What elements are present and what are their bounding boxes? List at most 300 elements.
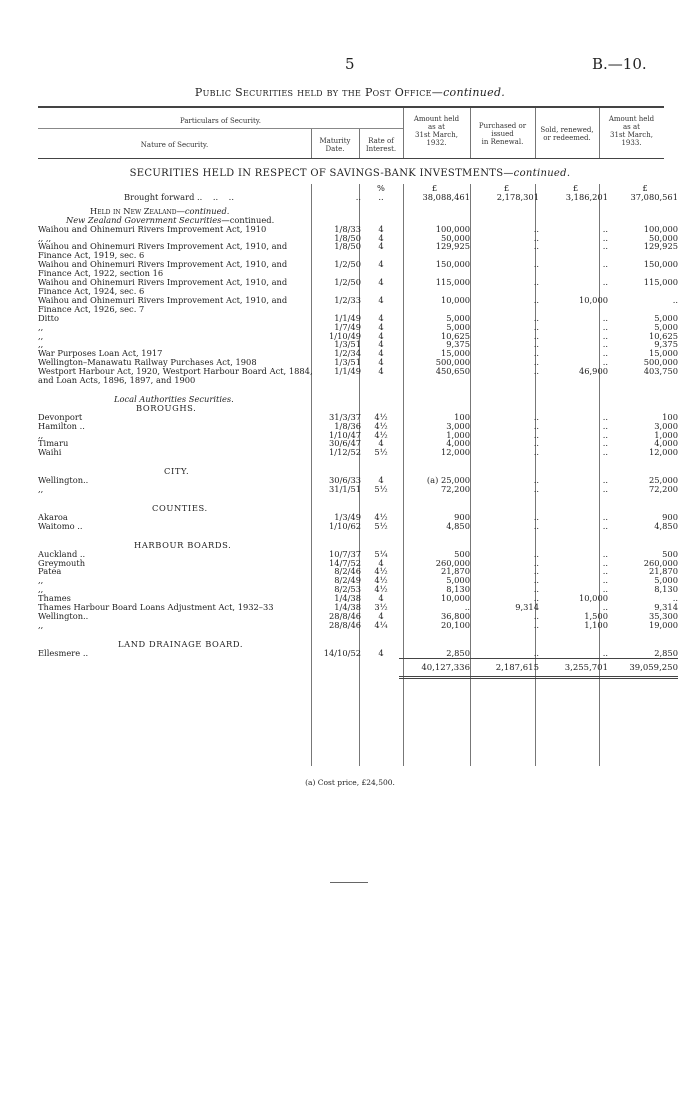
cell-sold: ..: [602, 548, 608, 559]
cell-maturity: 1/1/49: [334, 312, 361, 323]
cell-amount-1933: 500: [662, 548, 678, 559]
cell-sold: 46,900: [578, 366, 608, 377]
header-line: as at: [623, 123, 640, 131]
cell-amount-1932: 450,650: [435, 366, 470, 377]
cell-purchased: ..: [533, 557, 539, 568]
cell-purchased: ..: [533, 447, 539, 458]
cell-amount-1932: 9,375: [446, 339, 470, 350]
cell-amount-1933: 150,000: [643, 259, 678, 270]
cell-amount-1932: 10,625: [440, 330, 470, 341]
nature-header: Nature of Security.: [140, 141, 209, 149]
cell-security-name: [38, 225, 314, 234]
cell-amount-1932: 5,000: [446, 321, 470, 332]
security-name: ,,: [38, 339, 44, 350]
cell-sold: ..: [602, 438, 608, 449]
cell-rate: 4: [378, 610, 384, 621]
cell-security-name: [38, 576, 314, 585]
cell-purchased: ..: [533, 429, 539, 440]
table-row: [38, 260, 678, 278]
cell-sold: ..: [602, 277, 608, 288]
cell-rate: 4: [378, 321, 384, 332]
cell-amount-1932: 36,800: [440, 610, 470, 621]
cell-amount-1933: 8,130: [654, 584, 678, 595]
totals-blank: [363, 658, 399, 677]
cell-rate: 4: [378, 593, 384, 604]
security-name: Akaroa: [38, 511, 68, 522]
cell-purchased: ..: [533, 357, 539, 368]
cell-amount-1933: 25,000: [648, 475, 678, 486]
cell-purchased: ..: [533, 619, 539, 630]
cell-amount-1932: 10,000: [440, 294, 470, 305]
cell-amount-1933: 1,000: [654, 429, 678, 440]
cell-amount-1933: 19,000: [648, 619, 678, 630]
cell-rate: 4½: [374, 584, 388, 595]
security-name: Wellington..: [38, 475, 89, 486]
cell-rate: 4: [378, 348, 384, 359]
cell-amount-1933: ..: [672, 593, 678, 604]
cell-sold: ..: [602, 484, 608, 495]
cell-amount-1933: 5,000: [654, 575, 678, 586]
security-name: Thames: [38, 593, 71, 604]
cell-maturity: 1/8/33: [334, 223, 361, 234]
section-heading-main: SECURITIES HELD IN RESPECT OF SAVINGS-BANK INVESTMENTS—: [129, 168, 514, 179]
header-line: Maturity: [319, 137, 351, 145]
security-name: Ellesmere ..: [38, 647, 89, 658]
cell-amount-1932: 129,925: [435, 241, 470, 252]
cell-sold: ..: [602, 557, 608, 568]
cell-maturity: ..: [355, 191, 361, 202]
cell-rate: 5½: [374, 484, 388, 495]
security-name: ,,: [38, 429, 44, 440]
header-line: Amount held: [413, 115, 460, 123]
cell-sold: 10,000: [578, 294, 608, 305]
cell-purchased: ..: [533, 575, 539, 586]
cell-maturity: 1/10/47: [329, 429, 361, 440]
cell-rate: 5¼: [374, 548, 388, 559]
cell-security-name: [38, 278, 314, 296]
total-pur: 2,187,615: [474, 658, 543, 677]
title-continued: continued.: [443, 86, 506, 99]
cell-amount-1932: 38,088,461: [422, 191, 470, 202]
particulars-header: Particulars of Security.: [179, 117, 262, 125]
cell-purchased: ..: [533, 330, 539, 341]
cell-rate: 5½: [374, 520, 388, 531]
cell-purchased: ..: [533, 520, 539, 531]
end-rule: [330, 882, 368, 883]
cell-maturity: 8/2/49: [334, 575, 361, 586]
cell-amount-1933: 72,200: [648, 484, 678, 495]
cell-amount-1933: 35,300: [648, 610, 678, 621]
security-name: Thames Harbour Board Loans Adjustment Act, 1932–33: [38, 602, 274, 613]
cell-maturity: 10/7/37: [329, 548, 361, 559]
cell-sold: ..: [602, 647, 608, 658]
cell-purchased: ..: [533, 294, 539, 305]
local-authorities-heading: Local Authorities Securities.: [114, 393, 234, 404]
security-name: ,,: [38, 321, 44, 332]
cell-purchased: ..: [533, 223, 539, 234]
title-main: Public Securities held by the Post Office—: [194, 86, 444, 99]
header-line: Sold, renewed,: [540, 126, 594, 134]
cell-amount-1932: 15,000: [440, 348, 470, 359]
cell-rate: 4: [378, 339, 384, 350]
cell-security-name: [38, 522, 314, 531]
cell-sold: ..: [602, 475, 608, 486]
cell-sold: 10,000: [578, 593, 608, 604]
cell-security-name: [38, 621, 314, 630]
cell-maturity: 1/2/34: [334, 348, 361, 359]
cell-sold: ..: [602, 575, 608, 586]
cell-rate: 4: [378, 294, 384, 305]
cell-rate: 4: [378, 330, 384, 341]
sold-unit: £: [572, 183, 579, 193]
cell-maturity: 1/7/49: [334, 321, 361, 332]
security-name: Westport Harbour Act, 1920, Westport Harbour Board Act, 1884, and Loan Acts, 1896, 1897, and 1900: [38, 366, 313, 386]
security-name: Ditto: [38, 312, 59, 323]
sold-header: [535, 126, 599, 142]
cell-rate: 4: [378, 557, 384, 568]
cell-sold: ..: [602, 357, 608, 368]
cell-amount-1933: 4,850: [654, 520, 678, 531]
brought-forward-text: Brought forward: [124, 191, 195, 202]
cell-rate: 4: [378, 223, 384, 234]
cell-sold: 1,100: [584, 619, 608, 630]
cell-rate: 4: [378, 241, 384, 252]
header-top-rule: [38, 106, 664, 108]
header-line: Amount held: [608, 115, 655, 123]
cell-maturity: 14/7/52: [329, 557, 361, 568]
cell-purchased: ..: [533, 366, 539, 377]
totals-blank: [314, 658, 363, 677]
securities-table-body: [38, 184, 678, 677]
cell-amount-1933: 21,870: [648, 566, 678, 577]
security-name: Wellington..: [38, 610, 89, 621]
cell-sold: ..: [602, 511, 608, 522]
cell-rate: 4: [378, 647, 384, 658]
cell-security-name: [38, 476, 314, 485]
cell-purchased: ..: [533, 232, 539, 243]
cell-amount-1932: 500,000: [435, 357, 470, 368]
security-name: Hamilton ..: [38, 420, 85, 431]
cell-sold: ..: [602, 520, 608, 531]
cell-amount-1933: 5,000: [654, 312, 678, 323]
nz-gov-text: New Zealand Government Securities—: [66, 214, 230, 225]
security-name: ,,: [38, 575, 44, 586]
cell-amount-1932: 100: [454, 411, 470, 422]
cell-sold: ..: [602, 348, 608, 359]
cell-security-name: [38, 485, 314, 494]
cell-purchased: ..: [533, 420, 539, 431]
cell-amount-1933: 10,625: [648, 330, 678, 341]
cell-amount-1932: 5,000: [446, 575, 470, 586]
header-line: 31st March,: [415, 131, 458, 139]
security-name: Waihou and Ohinemuri Rivers Improvement Act, 1910, and Finance Act, 1926, sec. 7: [38, 294, 288, 314]
cell-amount-1932: 900: [454, 511, 470, 522]
security-name: War Purposes Loan Act, 1917: [38, 348, 163, 359]
security-name: Devonport: [38, 411, 83, 422]
cell-security-name: [38, 612, 314, 621]
cell-security-name: [38, 367, 314, 385]
header-line: 31st March,: [610, 131, 653, 139]
cell-sold: ..: [602, 321, 608, 332]
cell-sold: ..: [602, 584, 608, 595]
security-name: Auckland ..: [38, 548, 86, 559]
cell-sold: ..: [602, 602, 608, 613]
cell-security-name: [38, 242, 314, 260]
cell-purchased: ..: [533, 647, 539, 658]
held-nz-continued: continued.: [184, 205, 230, 216]
section-heading-continued: continued.: [513, 168, 571, 179]
cell-sold: ..: [602, 232, 608, 243]
cell-security-name: [38, 332, 314, 341]
cell-maturity: 1/3/49: [334, 511, 361, 522]
cell-amount-1932: 500: [454, 548, 470, 559]
security-name: Greymouth: [38, 557, 86, 568]
cell-amount-1933: 115,000: [643, 277, 678, 288]
header-line: Purchased or: [478, 122, 527, 130]
cell-security-name: [38, 439, 314, 448]
cell-purchased: 2,178,301: [496, 191, 539, 202]
cell-sold: ..: [602, 420, 608, 431]
cell-amount-1933: 5,000: [654, 321, 678, 332]
cell-maturity: 1/10/62: [329, 520, 361, 531]
security-name: ,,: [38, 584, 44, 595]
cell-purchased: ..: [533, 584, 539, 595]
rate-unit: %: [377, 183, 385, 193]
cell-amount-1932: 50,000: [440, 232, 470, 243]
cell-rate: 4: [378, 277, 384, 288]
cell-amount-1932: ..: [464, 602, 470, 613]
cell-amount-1933: 12,000: [648, 447, 678, 458]
cell-rate: 4: [378, 475, 384, 486]
document-reference: B.—10.: [592, 55, 647, 73]
cell-security-name: [38, 649, 314, 658]
header-line: in Renewal.: [481, 138, 524, 146]
purchased-header: [470, 122, 535, 146]
cell-amount-1932: 21,870: [440, 566, 470, 577]
held-nz-text: Held in New Zealand—: [90, 205, 185, 216]
cell-amount-1933: 129,925: [643, 241, 678, 252]
security-name: Waitomo ..: [38, 520, 83, 531]
cell-purchased: ..: [533, 411, 539, 422]
cell-amount-1932: 4,000: [446, 438, 470, 449]
cell-maturity: 1/8/50: [334, 232, 361, 243]
header-line: Interest.: [365, 145, 397, 153]
cell-purchased: ..: [533, 475, 539, 486]
cell-security-name: [38, 559, 314, 568]
cell-purchased: ..: [533, 321, 539, 332]
cell-sold: ..: [602, 223, 608, 234]
brought-forward-label: Brought forward .. .. ..: [124, 191, 234, 202]
security-name: Timaru: [38, 438, 69, 449]
cell-amount-1932: 1,000: [446, 429, 470, 440]
cell-maturity: 28/8/46: [329, 619, 361, 630]
cell-purchased: ..: [533, 312, 539, 323]
table-row: [38, 242, 678, 260]
cell-security-name: [38, 585, 314, 594]
security-name: Waihou and Ohinemuri Rivers Improvement Act, 1910, and Finance Act, 1919, sec. 6: [38, 241, 288, 261]
cell-sold: ..: [602, 312, 608, 323]
cell-amount-1932: 8,130: [446, 584, 470, 595]
cell-purchased: ..: [533, 511, 539, 522]
table-row: [38, 649, 678, 658]
rate-header: [359, 137, 403, 153]
totals-blank: [38, 658, 314, 677]
cell-security-name: [38, 431, 314, 440]
table-row: [38, 621, 678, 630]
cell-maturity: 1/3/51: [334, 357, 361, 368]
cell-maturity: 31/1/51: [329, 484, 361, 495]
cell-amount-1933: 900: [662, 511, 678, 522]
cell-maturity: 1/3/51: [334, 339, 361, 350]
cell-maturity: 1/4/38: [334, 602, 361, 613]
cell-amount-1933: 500,000: [643, 357, 678, 368]
cell-amount-1933: 15,000: [648, 348, 678, 359]
cell-maturity: 1/2/50: [334, 259, 361, 270]
cell-rate: 4½: [374, 411, 388, 422]
cell-rate: 4: [378, 357, 384, 368]
cell-rate: 5½: [374, 447, 388, 458]
purchased-unit: £: [503, 183, 510, 193]
nz-gov-continued: continued.: [229, 214, 275, 225]
cell-purchased: ..: [533, 259, 539, 270]
header-line: Rate of: [368, 137, 394, 145]
cell-maturity: 1/2/50: [334, 277, 361, 288]
cell-rate: 4½: [374, 511, 388, 522]
cell-amount-1932: 260,000: [435, 557, 470, 568]
cell-rate: ..: [378, 191, 384, 202]
page-number: 5: [345, 55, 355, 73]
security-name: ,,: [38, 330, 44, 341]
cell-maturity: 1/8/36: [334, 420, 361, 431]
cell-security-name: [38, 448, 314, 457]
cell-purchased: ..: [533, 548, 539, 559]
header-bottom-rule: [38, 158, 664, 159]
security-name: ,,: [38, 484, 44, 495]
cell-purchased: ..: [533, 348, 539, 359]
table-row: [38, 367, 678, 385]
cell-sold: ..: [602, 411, 608, 422]
cell-sold: 1,500: [584, 610, 608, 621]
cell-maturity: 1/4/38: [334, 593, 361, 604]
cell-purchased: ..: [533, 484, 539, 495]
cell-maturity: 1/2/33: [334, 294, 361, 305]
security-name: Patea: [38, 566, 62, 577]
cell-amount-1933: 2,850: [654, 647, 678, 658]
cell-maturity: 8/2/53: [334, 584, 361, 595]
cell-amount-1932: 20,100: [440, 619, 470, 630]
cell-amount-1932: 2,850: [446, 647, 470, 658]
cell-purchased: ..: [533, 593, 539, 604]
cell-amount-1933: 403,750: [643, 366, 678, 377]
header-line: or redeemed.: [543, 134, 591, 142]
cell-amount-1932: 115,000: [435, 277, 470, 288]
cell-maturity: 8/2/46: [334, 566, 361, 577]
amount-held-1933-header: [599, 115, 664, 147]
cell-maturity: 28/8/46: [329, 610, 361, 621]
cell-maturity: 1/1/49: [334, 366, 361, 377]
cell-security-name: [38, 323, 314, 332]
security-name: ,, ,,: [38, 232, 52, 243]
header-sub-rule: [38, 128, 403, 129]
cell-sold: ..: [602, 259, 608, 270]
security-name: Waihou and Ohinemuri Rivers Improvement Act, 1910: [38, 223, 267, 234]
security-name: Wellington–Manawatu Railway Purchases Act, 1908: [38, 357, 257, 368]
cell-rate: 4½: [374, 420, 388, 431]
cell-amount-1932: 150,000: [435, 259, 470, 270]
cell-rate: 4: [378, 232, 384, 243]
brought-forward-row: [38, 193, 678, 202]
cell-amount-1933: 3,000: [654, 420, 678, 431]
total-sold: 3,255,701: [543, 658, 612, 677]
cell-maturity: 30/6/33: [329, 475, 361, 486]
cell-amount-1932: 100,000: [435, 223, 470, 234]
header-line: issued: [491, 130, 514, 138]
cell-purchased: 9,314: [515, 602, 539, 613]
cell-sold: ..: [602, 241, 608, 252]
cell-purchased: ..: [533, 610, 539, 621]
cell-amount-1932: 10,000: [440, 593, 470, 604]
cell-amount-1933: 9,314: [654, 602, 678, 613]
cell-maturity: 1/10/49: [329, 330, 361, 341]
cell-purchased: ..: [533, 241, 539, 252]
total-held: 39,059,250: [612, 658, 678, 677]
header-line: 1933.: [621, 139, 642, 147]
cell-rate: 4: [378, 366, 384, 377]
cell-security-name: [38, 422, 314, 431]
security-name: Waihi: [38, 447, 62, 458]
held-unit: £: [642, 183, 648, 193]
table-row: [38, 296, 678, 314]
cell-security-name: [38, 296, 314, 314]
cell-sold: ..: [602, 447, 608, 458]
cell-maturity: 14/10/52: [323, 647, 361, 658]
group-heading: LAND DRAINAGE BOARD.: [118, 638, 244, 649]
cell-sold: ..: [602, 566, 608, 577]
group-heading: CITY.: [164, 466, 190, 477]
header-line: Date.: [325, 145, 345, 153]
cell-security-name: [38, 567, 314, 576]
cell-security-name: [38, 314, 314, 323]
cell-amount-1932: (a) 25,000: [426, 475, 470, 486]
group-heading: COUNTIES.: [152, 503, 208, 513]
cell-amount-1932: 4,850: [446, 520, 470, 531]
cell-amount-1932: 12,000: [440, 447, 470, 458]
header-line: as at: [428, 123, 445, 131]
cell-rate: 4: [378, 312, 384, 323]
cell-amount-1933: 4,000: [654, 438, 678, 449]
cell-purchased: ..: [533, 277, 539, 288]
amount-held-1932-header: [403, 115, 470, 147]
cell-amount-1932: 3,000: [446, 420, 470, 431]
page-title: [0, 86, 700, 99]
cell-amount-1933: ..: [672, 294, 678, 305]
table-row: [38, 522, 678, 531]
amount-unit: £: [431, 183, 438, 193]
group-heading: BOROUGHS.: [136, 402, 197, 413]
security-name: Waihou and Ohinemuri Rivers Improvement Act, 1910, and Finance Act, 1922, section 16: [38, 259, 288, 279]
cell-purchased: ..: [533, 438, 539, 449]
table-row: [38, 278, 678, 296]
cell-rate: 4¼: [374, 619, 388, 630]
cell-sold: ..: [602, 339, 608, 350]
table-row: [38, 448, 678, 457]
securities-table: [38, 184, 678, 679]
cell-amount-1933: 37,080,561: [630, 191, 678, 202]
cell-amount-1933: 100,000: [643, 223, 678, 234]
cell-amount-1933: 100: [662, 411, 678, 422]
cell-sold: ..: [602, 330, 608, 341]
cell-amount-1933: 9,375: [654, 339, 678, 350]
